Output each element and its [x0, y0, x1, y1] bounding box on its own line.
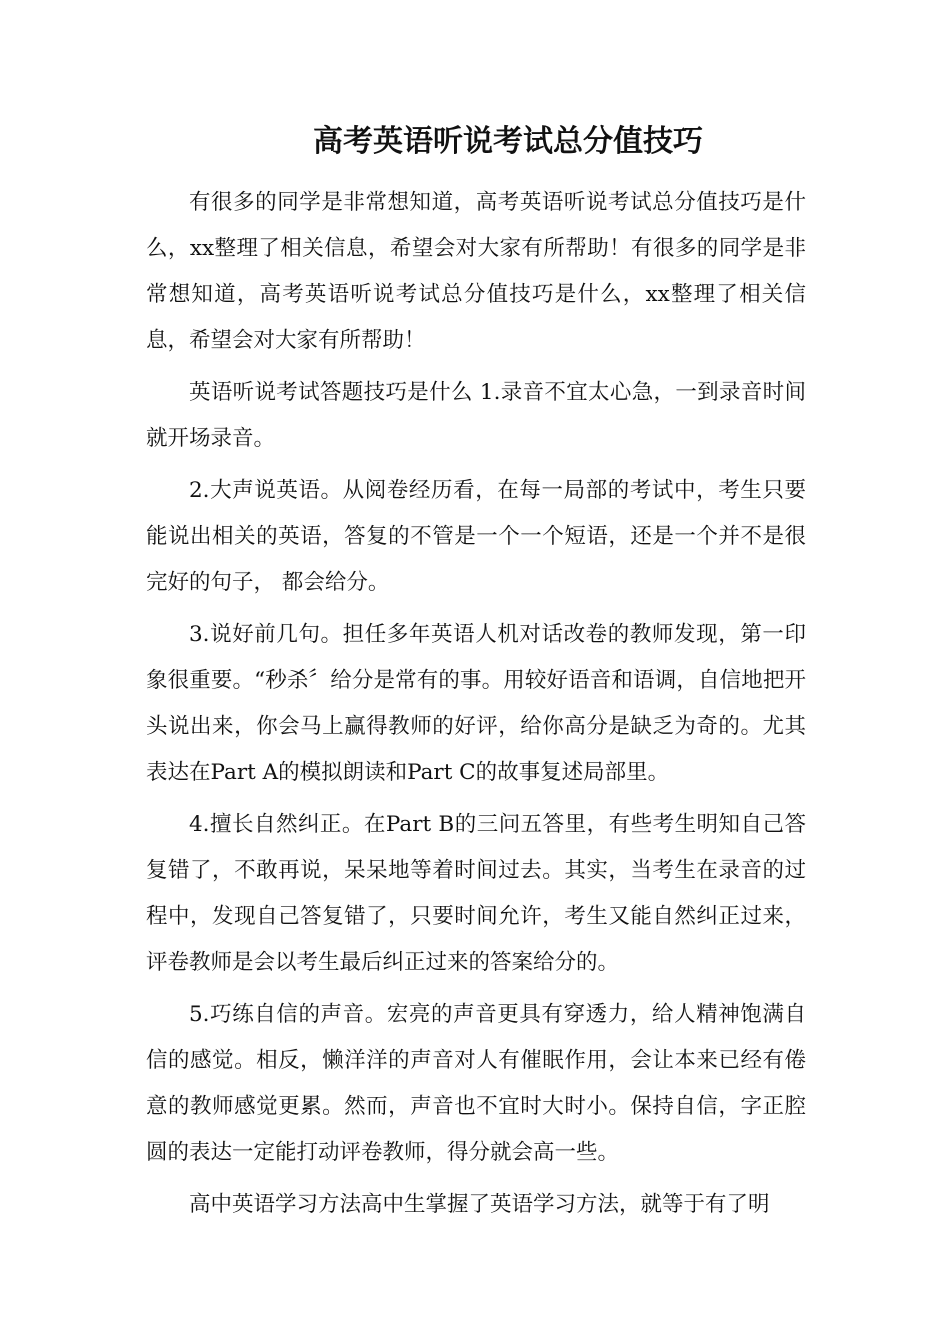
paragraph-study-methods: 高中英语学习方法高中生掌握了英语学习方法，就等于有了明 [189, 1192, 770, 1217]
document-title: 高考英语听说考试总分值技巧 [313, 124, 703, 159]
paragraph-intro: 有很多的同学是非常想知道，高考英语听说考试总分值技巧是什么，xx整理了相关信息，希望会对大家有所帮助！有很多的同学是非常想知道，高考英语听说考试总分值技巧是什么，xx整理了相关信息，希望会对大家有所帮助！ [146, 190, 806, 353]
paragraph-tip-5: 5.巧练自信的声音。宏亮的声音更具有穿透力，给人精神饱满自信的感觉。相反，懒洋洋的声音对人有催眠作用，会让本来已经有倦意的教师感觉更累。然而，声音也不宜时大时小。保持自信，字正腔圆的表达一定能打动评卷教师，得分就会高一些。 [146, 1002, 806, 1165]
paragraph-tip-1: 英语听说考试答题技巧是什么 1.录音不宜太心急，一到录音时间就开场录音。 [146, 380, 806, 451]
paragraph-tip-2: 2.大声说英语。从阅卷经历看，在每一局部的考试中，考生只要能说出相关的英语，答复的不管是一个一个短语，还是一个并不是很完好的句子， 都会给分。 [146, 478, 806, 595]
paragraph-tip-3: 3.说好前几句。担任多年英语人机对话改卷的教师发现，第一印象很重要。“秒杀〞给分是常有的事。用较好语音和语调，自信地把开头说出来，你会马上赢得教师的好评，给你高分是缺乏为奇的。尤其表达在Part A的模拟朗读和Part C的故事复述局部里。 [146, 622, 806, 785]
document-body [146, 180, 806, 1228]
paragraph-tip-4: 4.擅长自然纠正。在Part B的三问五答里，有些考生明知自己答复错了，不敢再说，呆呆地等着时间过去。其实，当考生在录音的过程中，发现自己答复错了，只要时间允许，考生又能自然纠正过来，评卷教师是会以考生最后纠正过来的答案给分的。 [146, 812, 806, 975]
